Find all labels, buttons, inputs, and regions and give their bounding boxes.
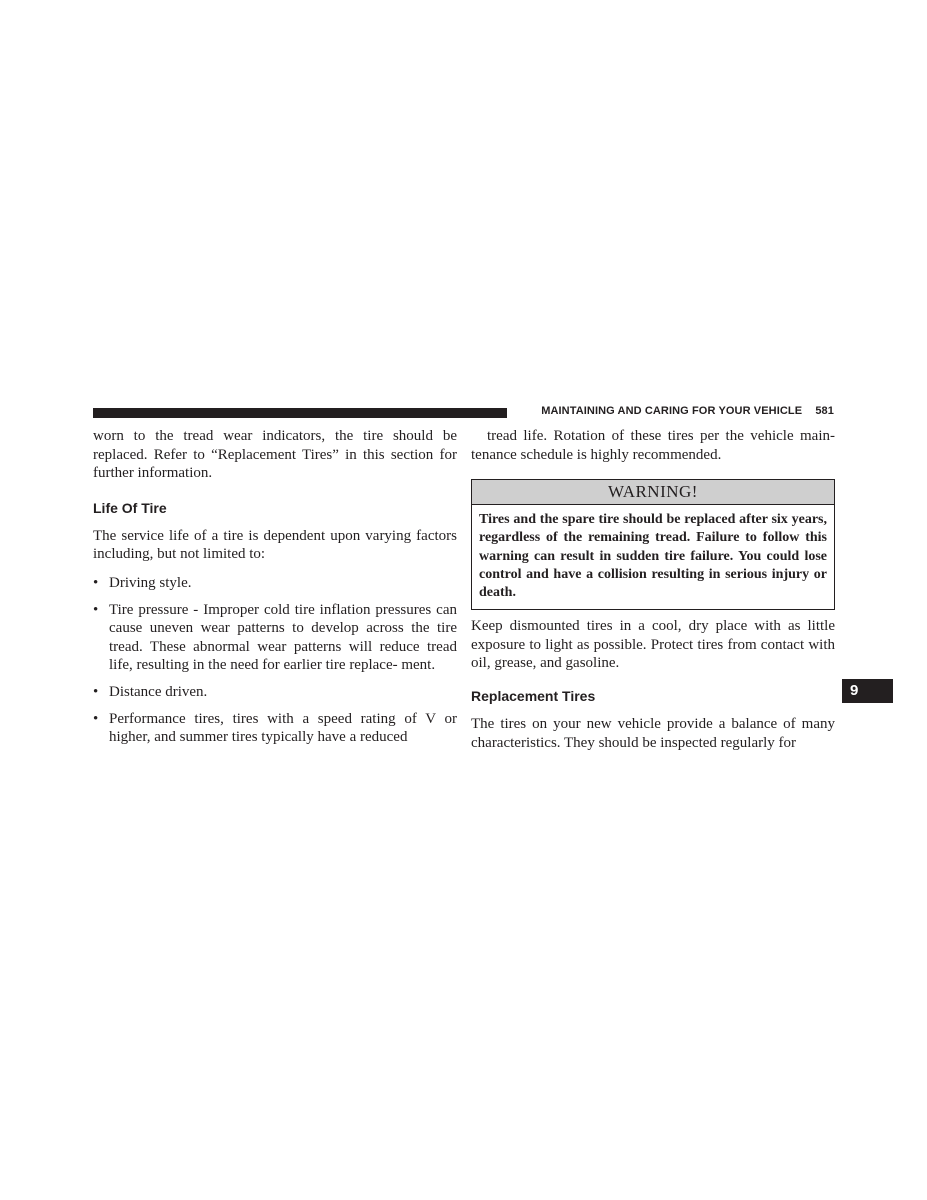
factor-list — [93, 574, 457, 747]
list-item-text: Performance tires, tires with a speed rating of V or higher, and summer tires typically have a reduced — [109, 710, 457, 746]
intro-paragraph: worn to the tread wear indicators, the tire should be replaced. Refer to “Replacement Tires” in this section for further information. — [93, 428, 457, 482]
header-rule — [93, 408, 507, 418]
bullet-icon: • — [93, 710, 99, 727]
left-column — [93, 427, 457, 747]
life-of-tire-paragraph: The service life of a tire is dependent upon varying factors including, but not limited to: — [93, 527, 457, 563]
list-item — [93, 683, 457, 702]
replacement-paragraph: The tires on your new vehicle provide a balance of many characteristics. They should be inspected regularly for — [471, 715, 835, 751]
warning-title: WARNING! — [472, 480, 834, 505]
running-head — [541, 405, 834, 417]
section-heading-life-of-tire: Life Of Tire — [93, 499, 167, 516]
list-item — [93, 574, 457, 593]
page-number: 581 — [815, 405, 834, 417]
right-column — [471, 427, 835, 752]
chapter-tab: 9 — [842, 679, 893, 703]
list-item — [93, 710, 457, 747]
list-item-text: Driving style. — [109, 574, 192, 591]
continued-paragraph: tread life. Rotation of these tires per the vehicle main- tenance schedule is highly recommended. — [471, 428, 835, 463]
list-item — [93, 601, 457, 675]
bullet-icon: • — [93, 574, 99, 591]
list-item-text: Tire pressure - Improper cold tire inflation pressures can cause uneven wear patterns to develop across the tire tread. These abnormal wear patterns will reduce tread life, resulting in the need for earlier tire replace- ment. — [109, 601, 457, 674]
list-item-text: Distance driven. — [109, 683, 208, 700]
warning-box — [471, 479, 835, 610]
warning-text: Tires and the spare tire should be replaced after six years, regardless of the remaining tread. Failure to follow this warning can result in sudden tire failure. You could lose control and have a collision resulting in serious injury or death. — [479, 512, 827, 600]
storage-paragraph: Keep dismounted tires in a cool, dry place with as little exposure to light as possible. Protect tires from contact with oil, grease, and gasoline. — [471, 618, 835, 672]
bullet-icon: • — [93, 683, 99, 700]
bullet-icon: • — [93, 601, 99, 618]
chapter-title: MAINTAINING AND CARING FOR YOUR VEHICLE — [541, 405, 803, 417]
section-heading-replacement-tires: Replacement Tires — [471, 687, 596, 704]
